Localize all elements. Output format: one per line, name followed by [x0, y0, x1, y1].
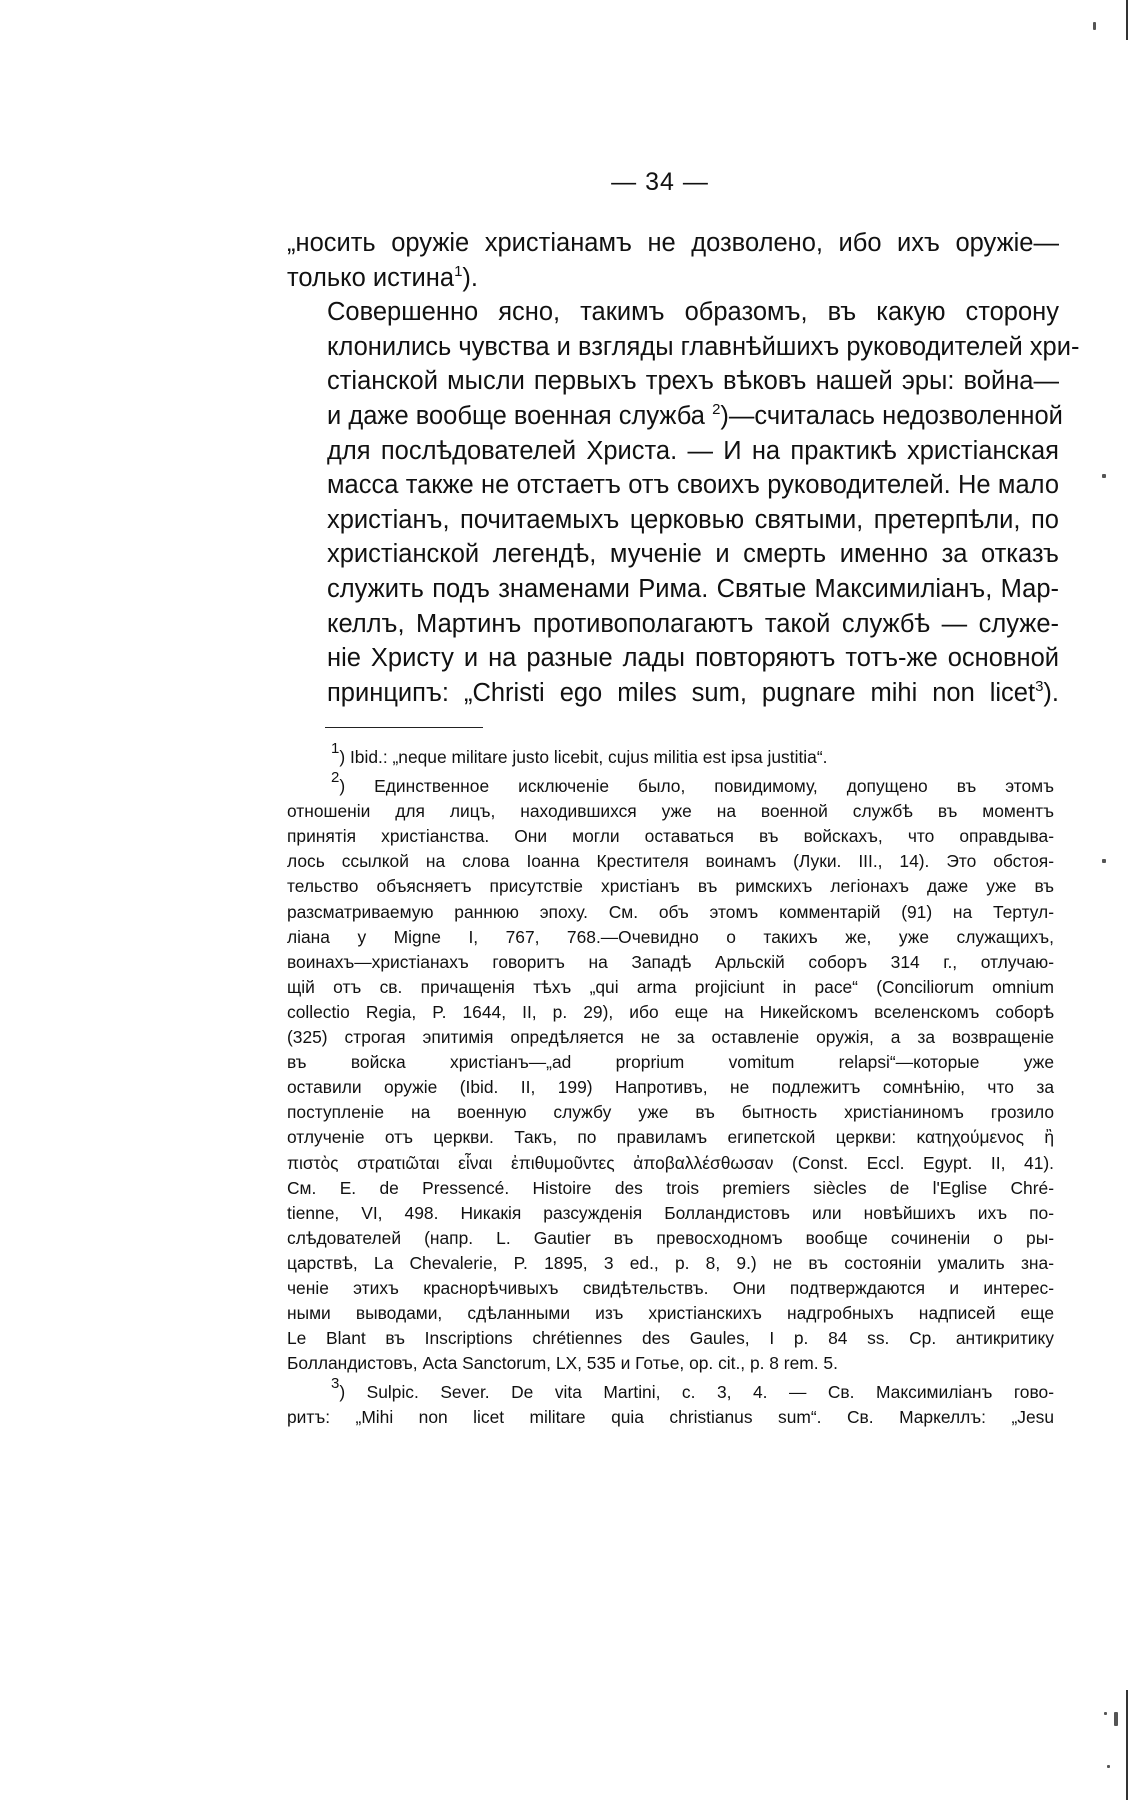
footnote-1: [287, 740, 1054, 770]
footnote-line: Le Blant въ Inscriptions chrétiennes des Gaules, I p. 84 ss. Cp. антикритику: [287, 1328, 1054, 1349]
footnote-ref: 1: [454, 262, 463, 280]
footnote-3: [287, 1375, 1054, 1430]
text-line: ніе Христу и на разные лады повторяютъ тотъ-же основной: [327, 644, 1059, 673]
footnote-line: принятія христіанства. Они могли оставаться въ войскахъ, что оправдыва-: [287, 826, 1054, 847]
text-line: служить подъ знаменами Рима. Святые Максимиліанъ, Мар-: [327, 574, 1059, 603]
paragraph-1: [287, 226, 1059, 295]
footnote-line: ритъ: „Mihi non licet militare quia christianus sum“. Св. Маркеллъ: „Jesu: [287, 1407, 1054, 1428]
scan-speck: [1102, 859, 1106, 863]
footnote-text: ) Единственное исключеніе было, повидимому, допущено въ этомъ: [339, 776, 1054, 797]
footnote-line: царствѣ, La Chevalerie, P. 1895, 3 ed., p. 8, 9.) не въ состояніи умалить зна-: [287, 1252, 1054, 1273]
paragraph-2: [287, 295, 1080, 710]
footnote-ref: 2: [712, 400, 721, 418]
text-line-end: ).: [462, 263, 478, 292]
footnote-line: tienne, VI, 498. Никакія разсужденія Болландистовъ или новѣйшихъ ихъ по-: [287, 1202, 1054, 1223]
footnotes: [287, 740, 1054, 1435]
footnote-2: [287, 769, 1054, 1376]
text-line: стіанской мысли первыхъ трехъ вѣковъ нашей эры: война—: [327, 367, 1059, 396]
text-line: Совершенно ясно, такимъ образомъ, въ какую сторону: [327, 298, 1059, 327]
text-line: клонились чувства и взгляды главнѣйшихъ руководителей хри-: [327, 332, 1080, 361]
scan-edge-mark: [1126, 0, 1128, 40]
footnote-marker: 1: [331, 740, 340, 757]
footnote-line: слѣдователей (напр. L. Gautier въ превосходномъ вообще сочиненіи о ры-: [287, 1227, 1054, 1248]
footnote-text: ) Ibid.: „neque militare justo licebit, cujus militia est ipsa justitia“.: [339, 747, 828, 767]
footnote-ref: 3: [1035, 677, 1044, 695]
text-line-content: только истина: [287, 263, 455, 292]
footnote-line: поступленіе на военную службу уже въ бытность христіаниномъ грозило: [287, 1102, 1054, 1123]
footnote-line: [287, 769, 1054, 799]
scan-speck: [1104, 1712, 1107, 1715]
text-line: масса также не отстаетъ отъ своихъ руководителей. Не мало: [327, 471, 1059, 500]
footnote-marker: 3: [331, 1375, 340, 1393]
footnote-line: ліана у Migne I, 767, 768.—Очевидно о такихъ же, уже служащихъ,: [287, 926, 1054, 947]
scan-speck: [1114, 1712, 1118, 1726]
footnote-line: отношеніи для лицъ, находившихся уже на военной службѣ въ моментъ: [287, 801, 1054, 822]
footnote-line: тельство объясняетъ присутствіе христіанъ въ римскихъ легіонахъ даже уже въ: [287, 876, 1054, 897]
scan-speck: [1102, 474, 1106, 478]
footnote-line: См. E. de Pressencé. Histoire des trois premiers siècles de l'Eglise Chré-: [287, 1177, 1054, 1198]
scan-speck: [1107, 1765, 1110, 1768]
text-line: [287, 676, 1059, 711]
footnote-line: щій отъ св. причащенія тѣхъ „qui arma projiciunt in pace“ (Conciliorum omnium: [287, 976, 1054, 997]
footnote-marker: 2: [331, 769, 340, 787]
text-line: [287, 261, 1059, 296]
footnote-line: (325) строгая эпитимія опредѣляется не за оставленіе оружія, а за возвращеніе: [287, 1027, 1054, 1048]
text-line: [287, 399, 1063, 434]
footnote-line: Болландистовъ, Acta Sanctorum, LX, 535 и Готье, op. cit., p. 8 rem. 5.: [287, 1353, 838, 1374]
footnote-text: ) Sulpic. Sever. De vita Martini, c. 3, 4. — Св. Максимиліанъ гово-: [339, 1382, 1054, 1403]
text-line-end: )—считалась недозволенной: [720, 401, 1063, 430]
footnote-line: collectio Regia, P. 1644, II, p. 29), ибо еще на Никейскомъ вселенскомъ соборѣ: [287, 1001, 1054, 1022]
footnote-line: [287, 1375, 1054, 1405]
footnote-line: πιστὸς στρατιῶται εἶναι ἐπιθυμοῦντες ἀποβαλλέσθωσαν (Const. Eccl. Egypt. II, 41).: [287, 1152, 1054, 1173]
main-text: [287, 226, 1080, 710]
footnote-divider: [325, 727, 483, 728]
text-line: келлъ, Мартинъ противополагаютъ такой службѣ — служе-: [327, 609, 1059, 638]
text-line: „носить оружіе христіанамъ не дозволено, ибо ихъ оружіе—: [287, 229, 1059, 257]
text-line-content: и даже вообще военная служба: [327, 401, 705, 430]
text-line-end: ).: [1043, 678, 1059, 707]
footnote-line: оставили оружіе (Ibid. II, 199) Напротивъ, не подлежитъ сомнѣнію, что за: [287, 1077, 1054, 1098]
footnote-line: разсматриваемую раннюю эпоху. См. объ этомъ комментарій (91) на Тертул-: [287, 901, 1054, 922]
scan-speck: [1093, 22, 1096, 30]
footnote-line: отлученіе отъ церкви. Такъ, по правиламъ египетской церкви: κατηχούμενος ἢ: [287, 1127, 1054, 1148]
text-line: для послѣдователей Христа. — И на практикѣ христіанская: [327, 436, 1059, 465]
text-line-content: принципъ: „Christi ego miles sum, pugnare mihi non licet: [327, 678, 1036, 707]
page-number: — 34 —: [611, 168, 709, 196]
footnote-line: ными выводами, сдѣланными изъ христіанскихъ надгробныхъ надписей еще: [287, 1303, 1054, 1324]
footnote-line: воинахъ—христіанахъ говоритъ на Западѣ Арльскій соборъ 314 г., отлучаю-: [287, 951, 1054, 972]
text-line: христіанъ, почитаемыхъ церковью святыми, претерпѣли, по: [327, 505, 1059, 534]
footnote-line: лось ссылкой на слова Іоанна Крестителя воинамъ (Луки. III., 14). Это обстоя-: [287, 851, 1054, 872]
footnote-line: въ войска христіанъ—„ad proprium vomitum relapsi“—которые уже: [287, 1052, 1054, 1073]
text-line: христіанской легендѣ, мученіе и смерть именно за отказъ: [327, 540, 1059, 569]
footnote-line: [287, 740, 1054, 770]
scan-edge-mark: [1126, 1690, 1128, 1800]
footnote-line: ченіе этихъ краснорѣчивыхъ свидѣтельствъ. Они подтверждаются и интерес-: [287, 1277, 1054, 1298]
